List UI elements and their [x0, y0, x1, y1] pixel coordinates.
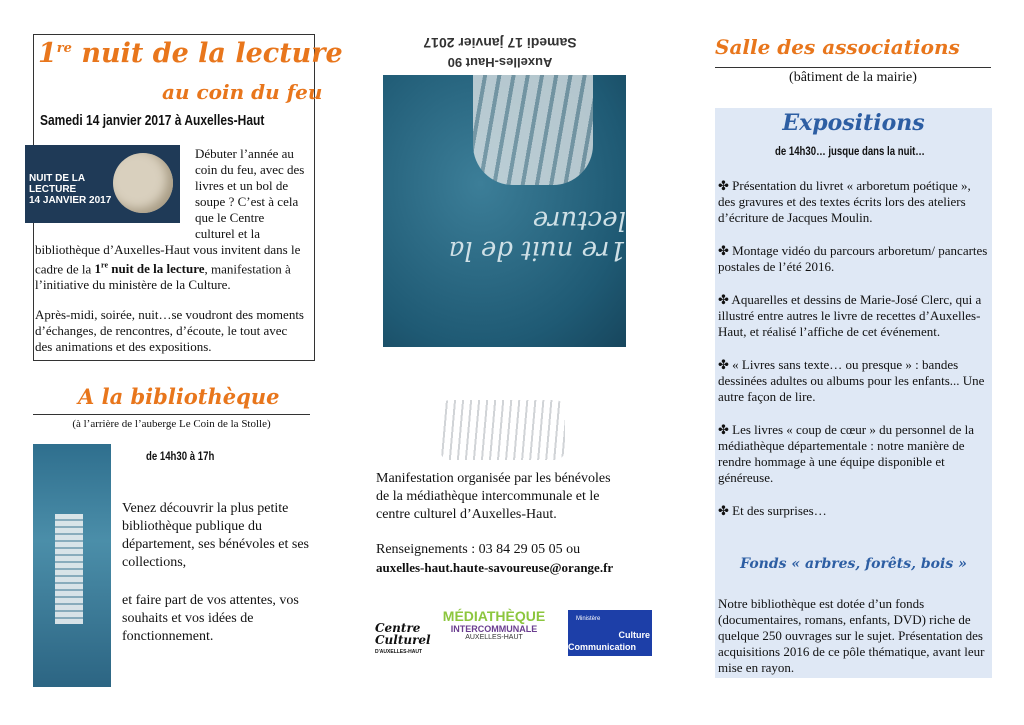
list-item: ✤ Présentation du livret « arboretum poétique », des gravures et des textes écrits lors des ateliers d’écriture de Jacques Moulin.: [718, 178, 971, 225]
list-item: ✤ Et des surprises…: [718, 503, 827, 518]
hares-illustration: [473, 75, 593, 185]
cover-line-1: Auxelles-Haut 90: [447, 55, 553, 70]
biblio-text: [122, 500, 312, 646]
logo-min-2: Culture: [618, 630, 650, 640]
contact-block: [376, 541, 646, 577]
list-item: ✤ Les livres « coup de cœur » du personnel de la médiathèque départementale : notre manière de rendre hommage à une équipe disponible et généreuse.: [718, 422, 975, 485]
contact-email[interactable]: auxelles-haut.haute-savoureuse@orange.fr: [376, 560, 614, 575]
expo-hours: de 14h30… jusque dans la nuit…: [775, 144, 925, 158]
cover-line-2: Samedi 17 janvier 2017: [423, 35, 577, 51]
centre-culturel-logo: [375, 621, 431, 658]
cover-script: 1re nuit de la lecture: [448, 205, 626, 265]
manif-text: Manifestation organisée par les bénévoles de la médiathèque intercommunale et le centre culturel d’Auxelles-Haut.: [376, 471, 611, 522]
biblio-hours: de 14h30 à 17h: [146, 449, 215, 463]
logo-cc-text: Centre Culturel: [375, 621, 431, 647]
fonds-text: Notre bibliothèque est dotée d’un fonds (documentaires, romans, enfants, DVD) riche de quelque 250 ouvrages sur le sujet. Présentation des acquisitions 2016 de ce pôle thématique, avant leur mise en rayon.: [718, 596, 985, 675]
salle-subtitle: (bâtiment de la mairie): [789, 70, 917, 85]
biblio-paragraph-2: et faire part de vos attentes, vos souhaits et vos idées de fonctionnement.: [122, 593, 299, 644]
list-item: ✤ « Livres sans texte… ou presque » : bandes dessinées adultes ou albums pour les enfants... Une autre façon de lire.: [718, 357, 985, 404]
logo-med-title: MÉDIATHÈQUE: [442, 608, 546, 624]
biblio-title: A la bibliothèque: [78, 384, 280, 409]
cover-illustration: [383, 75, 626, 347]
contact-label: Renseignements : 03 84 29 05 05 ou: [376, 542, 581, 557]
divider: [33, 414, 310, 415]
poster-text: NUIT DE LA LECTURE 14 JANVIER 2017: [29, 173, 112, 206]
logo-med-sub: INTERCOMMUNALE: [450, 624, 538, 634]
divider: [715, 67, 991, 68]
poster-image: [25, 145, 180, 223]
logo-med-place: AUXELLES-HAUT: [465, 634, 523, 641]
intro-paragraph-2: Après-midi, soirée, nuit…se voudront des moments d’échanges, de rencontres, d’écoute, le tout avec des animations et des expositions.: [35, 307, 304, 355]
hares-small-illustration: [440, 400, 565, 460]
logo-min-1: Ministère: [576, 616, 601, 622]
cover-header-upside-down: [385, 10, 615, 70]
intro-paragraph-1: Débuter l’année au coin du feu, avec des livres et un bol de soupe ? C’est à cela que le Centre culturel et la bibliothèque d’Auxelles-Haut vous invitent dans le cadre de la 1re nuit de la lecture, manifestation à l’initiative du ministère de la Culture.: [35, 146, 305, 293]
salle-title: Salle des associations: [715, 35, 960, 59]
fonds-title: Fonds « arbres, forêts, bois »: [740, 556, 967, 572]
expo-list: [718, 178, 990, 536]
expo-title: Expositions: [782, 110, 925, 136]
ministere-logo: [568, 610, 652, 656]
date-line: Samedi 14 janvier 2017 à Auxelles-Haut: [40, 112, 265, 129]
logo-min-3: Communication: [568, 642, 637, 652]
moon-illustration: [113, 153, 173, 213]
main-title: 1re nuit de la lecture: [38, 38, 343, 69]
logo-cc-sub: D'AUXELLES-HAUT: [375, 649, 423, 655]
main-subtitle: au coin du feu: [162, 80, 323, 104]
book-stack-illustration: [33, 444, 111, 687]
biblio-paragraph-1: Venez découvrir la plus petite bibliothèque publique du département, ses bénévoles et ses collections,: [122, 501, 309, 570]
mediatheque-logo: [440, 608, 548, 660]
biblio-subtitle: (à l’arrière de l’auberge Le Coin de la Stolle): [72, 418, 271, 430]
list-item: ✤ Aquarelles et dessins de Marie-José Clerc, qui a illustré entre autres le livre de recettes d’Auxelles-Haut, et réalisé l’affiche de cet événement.: [718, 292, 982, 339]
list-item: ✤ Montage vidéo du parcours arboretum/ pancartes postales de l’été 2016.: [718, 243, 988, 274]
